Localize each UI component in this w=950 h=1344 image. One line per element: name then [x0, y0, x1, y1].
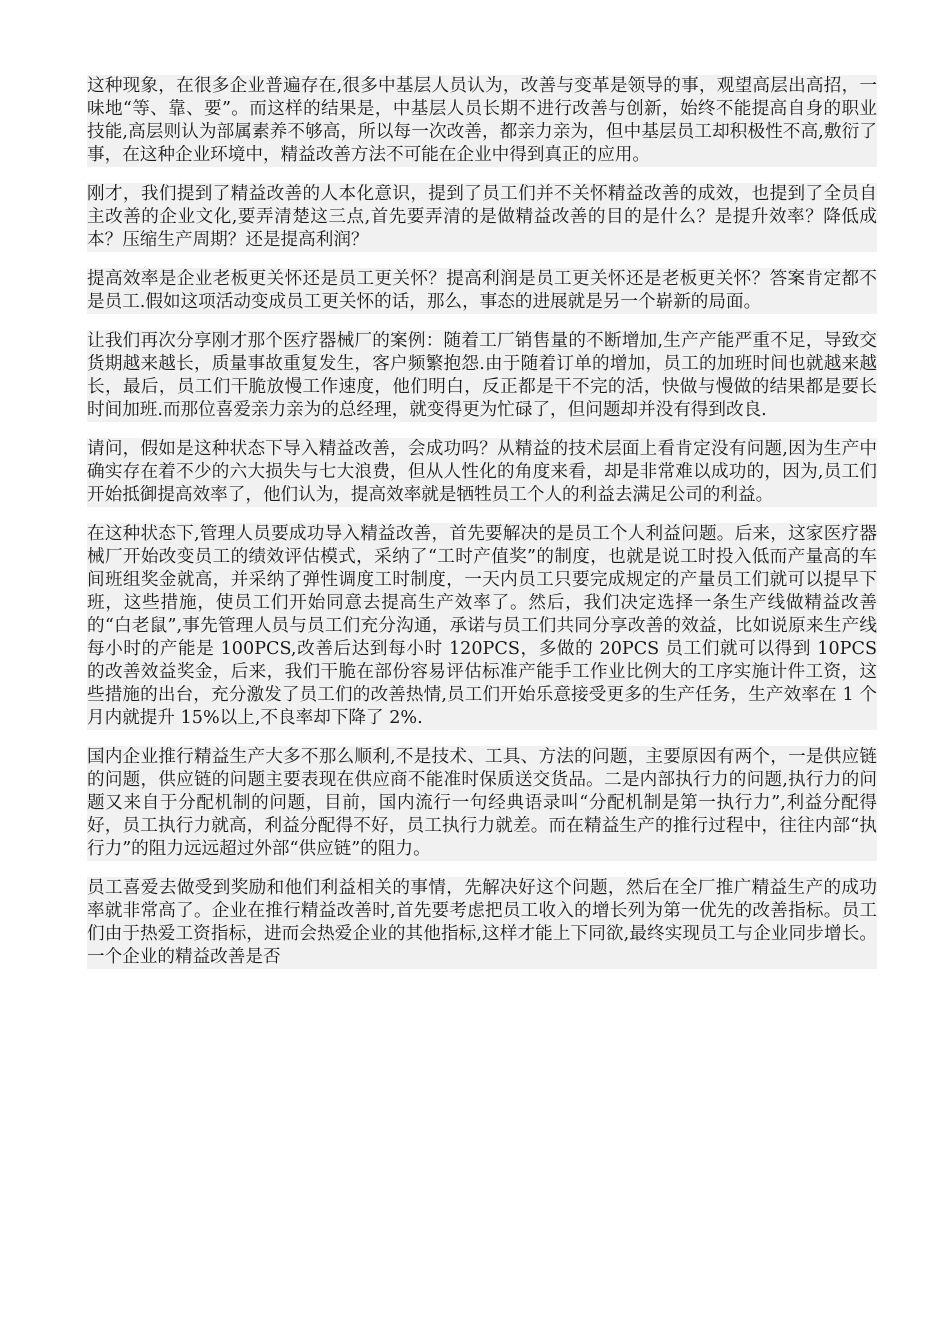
- paragraph-8: 员工喜爱去做受到奖励和他们利益相关的事情，先解决好这个问题，然后在全厂推广精益生产的成功率就非常高了。企业在推行精益改善时,首先要考虑把员工收入的增长列为第一优先的改善指标。员工们由于热爱工资指标，进而会热爱企业的其他指标,这样才能上下同欲,最终实现员工与企业同步增长。一个企业的精益改善是否: [87, 878, 877, 967]
- paragraph-2: 刚才，我们提到了精益改善的人本化意识，提到了员工们并不关怀精益改善的成效，也提到了全员自主改善的企业文化,要弄清楚这三点,首先要弄清的是做精益改善的目的是什么？是提升效率？降低成本？压缩生产周期？还是提高利润？: [87, 184, 877, 250]
- paragraph-5: 请问，假如是这种状态下导入精益改善，会成功吗？从精益的技术层面上看肯定没有问题,因为生产中确实存在着不少的六大损失与七大浪费，但从人性化的角度来看，却是非常难以成功的，因为,员工们开始抵御提高效率了，他们认为，提高效率就是牺牲员工个人的利益去满足公司的利益。: [87, 439, 877, 505]
- paragraph-7: 国内企业推行精益生产大多不那么顺利,不是技术、工具、方法的问题，主要原因有两个，一是供应链的问题，供应链的问题主要表现在供应商不能准时保质送交货品。二是内部执行力的问题,执行力的问题又来自于分配机制的问题，目前，国内流行一句经典语录叫“分配机制是第一执行力”,利益分配得好，员工执行力就高，利益分配得不好，员工执行力就差。而在精益生产的推行过程中，往往内部“执行力”的阻力远远超过外部“供应链”的阻力。: [87, 747, 877, 859]
- paragraph-1: 这种现象，在很多企业普遍存在,很多中基层人员认为，改善与变革是领导的事，观望高层出高招，一味地“等、靠、要”。而这样的结果是，中基层人员长期不进行改善与创新，始终不能提高自身的职业技能,高层则认为部属素养不够高，所以每一次改善，都亲力亲为，但中基层员工却积极性不高,敷衍了事，在这种企业环境中，精益改善方法不可能在企业中得到真正的应用。: [87, 76, 877, 165]
- paragraph-4: 让我们再次分享刚才那个医疗器械厂的案例：随着工厂销售量的不断增加,生产产能严重不足，导致交货期越来越长，质量事故重复发生，客户频繁抱怨.由于随着订单的增加，员工的加班时间也就越来越长，最后，员工们干脆放慢工作速度，他们明白，反正都是干不完的活，快做与慢做的结果都是要长时间加班.而那位喜爱亲力亲为的总经理，就变得更为忙碌了，但问题却并没有得到改良.: [87, 331, 877, 420]
- document-page: [87, 75, 877, 985]
- paragraph-3: 提高效率是企业老板更关怀还是员工更关怀？提高利润是员工更关怀还是老板更关怀？答案肯定都不是员工.假如这项活动变成员工更关怀的话，那么，事态的进展就是另一个崭新的局面。: [87, 269, 877, 312]
- paragraph-6: 在这种状态下,管理人员要成功导入精益改善，首先要解决的是员工个人利益问题。后来，这家医疗器械厂开始改变员工的绩效评估模式，采纳了“工时产值奖”的制度，也就是说工时投入低而产量高的车间班组奖金就高，并采纳了弹性调度工时制度，一天内员工只要完成规定的产量员工们就可以提早下班，这些措施，使员工们开始同意去提高生产效率了。然后，我们决定选择一条生产线做精益改善的“白老鼠”,事先管理人员与员工们充分沟通，承诺与员工们共同分享改善的效益，比如说原来生产线每小时的产能是 100PCS,改善后达到每小时 120PCS，多做的 20PCS 员工们就可以得到 10PCS 的改善效益奖金，后来，我们干脆在部份容易评估标准产能手工作业比例大的工序实施计件工资，这些措施的出台，充分激发了员工们的改善热情,员工们开始乐意接受更多的生产任务，生产效率在 1 个月内就提升 15%以上,不良率却下降了 2%.: [87, 524, 877, 728]
